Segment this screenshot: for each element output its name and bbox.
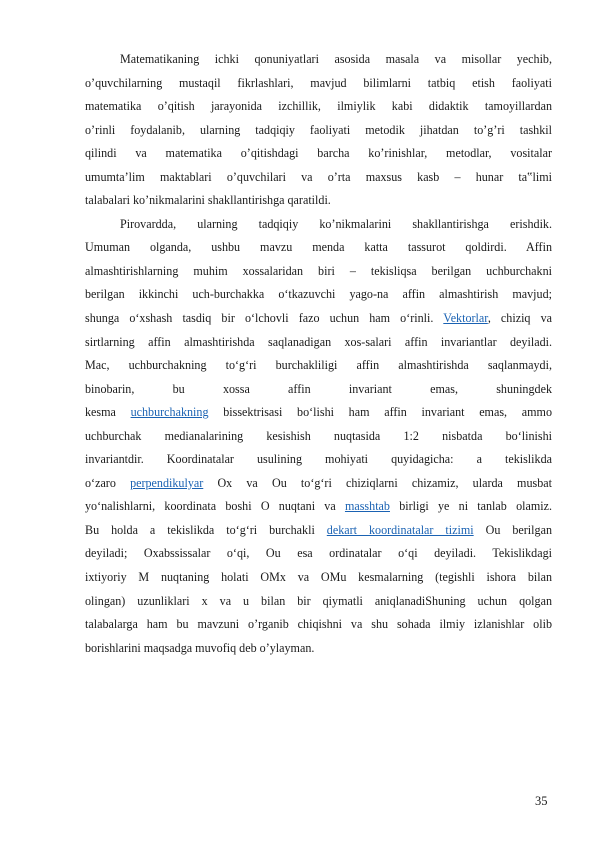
text-line: deyiladi; Oxabssissalar o‘qi, Ou esa ordinatalar o‘qi deyiladi. Tekislikdagi xyxy=(85,546,552,561)
text-line: ixtiyoriy M nuqtaning holati OMx va OMu kesmalarning (tegishli ishora bilan xyxy=(85,570,552,585)
text-line: o’quvchilarning mustaqil fikrlashlari, mavjud bilimlarni tatbiq etish faoliyati xyxy=(85,75,552,90)
text-run: bissektrisasi bo‘lishi ham affin invariant emas, ammo xyxy=(208,405,552,420)
text-line: talabalari ko’nikmalarini shakllantirishga qaratildi. xyxy=(85,193,331,208)
text-run: shunga o‘xshash tasdiq bir o‘lchovli fazo uchun ham o‘rinli. xyxy=(85,311,444,326)
text-run: kesma xyxy=(85,405,131,420)
text-line xyxy=(85,519,552,543)
text-line: Umuman olganda, ushbu mavzu menda katta tassurot qoldirdi. Affin xyxy=(85,240,552,255)
link-dekart-koordinatalar-tizimi[interactable]: dekart koordinatalar tizimi xyxy=(326,522,474,537)
text-line xyxy=(85,307,552,331)
text-line: olingan) uzunliklari x va u bilan bir qiymatli aniqlanadiShuning uchun qolgan xyxy=(85,593,552,608)
text-run: birligi ye ni tanlab olamiz. xyxy=(389,499,553,514)
text-line: binobarin, bu xossa affin invariant emas, shuningdek xyxy=(85,381,552,396)
paragraph-1 xyxy=(85,48,552,213)
text-line: berilgan ikkinchi uch-burchakka o‘tkazuvchi yago-na affin almashtirish mavjud; xyxy=(85,287,552,302)
text-line: qilindi va matematika o’qitishdagi barcha ko’rinishlar, metodlar, vositalar xyxy=(85,146,552,161)
text-line: invariantdir. Koordinatalar usulining mohiyati quyidagicha: a tekislikda xyxy=(85,452,552,467)
link-uchburchakning[interactable]: uchburchakning xyxy=(130,405,209,420)
paragraph-2 xyxy=(85,213,552,660)
text-line: Matematikaning ichki qonuniyatlari asosida masala va misollar yechib, xyxy=(120,52,552,66)
text-run: o‘zaro xyxy=(85,475,131,490)
text-line: sirtlarning affin almashtirishda saqlanadigan xos-salari affin invariantlar deyiladi. xyxy=(85,334,552,349)
text-line: uchburchak medianalarining kesishish nuqtasida 1:2 nisbatda bo‘linishi xyxy=(85,428,552,443)
link-masshtab[interactable]: masshtab xyxy=(344,499,390,514)
text-line xyxy=(85,472,552,496)
text-line: almashtirishlarning muhim xossalaridan biri – tekisliqsa berilgan uchburchakni xyxy=(85,263,552,278)
text-line: borishlarini maqsadga muvofiq deb o’ylayman. xyxy=(85,640,315,655)
text-run: Ou berilgan xyxy=(473,522,552,537)
text-line: o’rinli foydalanib, ularning tadqiqiy faoliyati metodik jihatdan to’g’ri tashkil xyxy=(85,122,552,137)
page-number: 35 xyxy=(535,794,548,808)
text-line xyxy=(85,495,552,519)
document-page xyxy=(85,48,552,660)
text-line xyxy=(85,401,552,425)
text-line: matematika o’qitish jarayonida izchillik, ilmiylik kabi didaktik tamoyillardan xyxy=(85,99,552,114)
text-run: Ox va Ou to‘g‘ri chiziqlarni chizamiz, ularda musbat xyxy=(203,475,552,490)
text-line: Mac, uchburchakning to‘g‘ri burchakliligi affin almashtirishda saqlanmaydi, xyxy=(85,358,552,373)
text-run: yo‘nalishlarni, koordinata boshi O nuqtani va xyxy=(85,499,345,514)
link-perpendikulyar[interactable]: perpendikulyar xyxy=(130,475,204,490)
link-vektorlar[interactable]: Vektorlar xyxy=(443,311,488,326)
text-line: Pirovardda, ularning tadqiqiy ko’nikmalarini shakllantirishga erishdik. xyxy=(120,216,552,231)
text-run: Bu holda a tekislikda to‘g‘ri burchakli xyxy=(85,522,327,537)
text-run: , chiziq va xyxy=(487,311,552,326)
text-line: talabalarga ham bu mavzuni o’rganib chiqishni va shu sohada ilmiy izlanishlar olib xyxy=(85,617,552,632)
text-line: umumta’lim maktablari o’quvchilari va o’rta maxsus kasb – hunar ta‟limi xyxy=(85,169,552,184)
